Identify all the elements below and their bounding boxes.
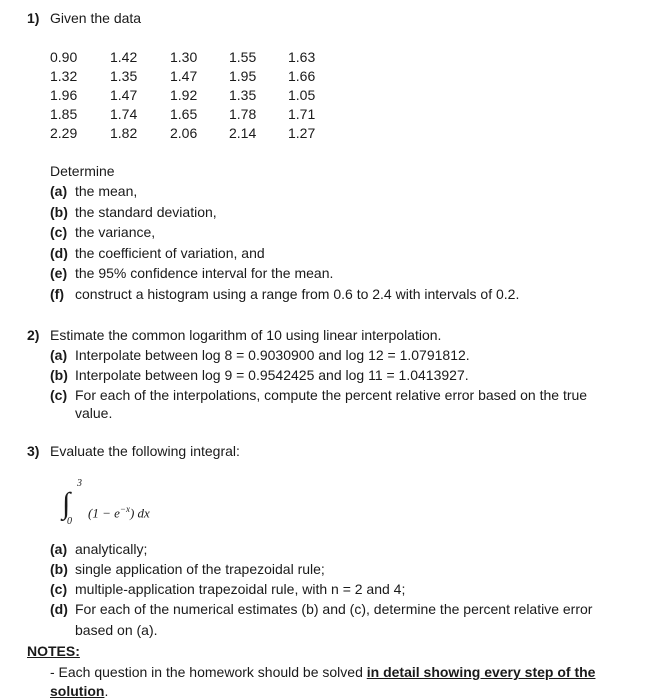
data-cell: 1.30 bbox=[170, 49, 198, 65]
item-label: (c) bbox=[50, 224, 68, 240]
item-text-continued: value. bbox=[75, 405, 113, 421]
data-cell: 1.27 bbox=[288, 125, 316, 141]
item-text: the 95% confidence interval for the mean. bbox=[75, 265, 334, 281]
q3-number: 3) bbox=[27, 443, 40, 459]
data-cell: 1.96 bbox=[50, 87, 78, 103]
data-row bbox=[50, 124, 350, 143]
item-label: (d) bbox=[50, 601, 68, 617]
item-label: (a) bbox=[50, 541, 68, 557]
notes-line bbox=[50, 663, 595, 681]
item-label: (e) bbox=[50, 265, 68, 281]
integrand-close: ) dx bbox=[129, 505, 150, 521]
data-cell: 1.82 bbox=[110, 125, 138, 141]
data-cell: 1.63 bbox=[288, 49, 316, 65]
item-text: Interpolate between log 9 = 0.9542425 and log 11 = 1.0413927. bbox=[75, 367, 469, 383]
item-text: analytically; bbox=[75, 541, 148, 557]
q3-title: Evaluate the following integral: bbox=[50, 443, 240, 459]
item-label: (c) bbox=[50, 581, 68, 597]
integrand bbox=[88, 500, 150, 522]
q1-title: Given the data bbox=[50, 10, 142, 26]
data-cell: 1.42 bbox=[110, 49, 138, 65]
data-cell: 1.47 bbox=[110, 87, 138, 103]
data-cell: 1.32 bbox=[50, 68, 78, 84]
q2-title: Estimate the common logarithm of 10 using linear interpolation. bbox=[50, 327, 442, 343]
item-label: (b) bbox=[50, 561, 68, 577]
data-cell: 1.65 bbox=[170, 106, 198, 122]
data-row bbox=[50, 67, 350, 86]
data-cell: 1.35 bbox=[229, 87, 257, 103]
item-label: (d) bbox=[50, 245, 68, 261]
data-cell: 1.74 bbox=[110, 106, 138, 122]
notes-text: - Each question in the homework should be solved bbox=[50, 664, 367, 680]
data-cell: 1.35 bbox=[110, 68, 138, 84]
item-label: (b) bbox=[50, 367, 68, 383]
item-text: For each of the numerical estimates (b) and (c), determine the percent relative error bbox=[75, 601, 593, 617]
notes-text: . bbox=[104, 683, 109, 699]
data-cell: 0.90 bbox=[50, 49, 78, 65]
data-cell: 1.71 bbox=[288, 106, 316, 122]
data-cell: 2.14 bbox=[229, 125, 257, 141]
item-label: (a) bbox=[50, 183, 68, 199]
data-cell: 2.29 bbox=[50, 125, 78, 141]
item-text: the variance, bbox=[75, 224, 156, 240]
data-row bbox=[50, 86, 350, 105]
notes-emphasis: in detail showing every step of the bbox=[366, 664, 596, 680]
integrand-exponent: −x bbox=[119, 504, 130, 514]
data-row bbox=[50, 48, 350, 67]
data-cell: 1.47 bbox=[170, 68, 198, 84]
data-cell: 2.06 bbox=[170, 125, 198, 141]
data-cell: 1.66 bbox=[288, 68, 316, 84]
item-text: Interpolate between log 8 = 0.9030900 and log 12 = 1.0791812. bbox=[75, 347, 470, 363]
integral-lower-limit: 0 bbox=[67, 516, 72, 527]
data-cell: 1.05 bbox=[288, 87, 316, 103]
q2-number: 2) bbox=[27, 327, 40, 343]
item-text: the standard deviation, bbox=[75, 204, 217, 220]
notes-emphasis: solution bbox=[50, 683, 105, 699]
q1-number: 1) bbox=[27, 10, 40, 26]
item-label: (c) bbox=[50, 387, 68, 403]
notes-heading: NOTES: bbox=[27, 643, 80, 659]
item-text: multiple-application trapezoidal rule, with n = 2 and 4; bbox=[75, 581, 406, 597]
item-text-continued: based on (a). bbox=[75, 622, 158, 638]
data-cell: 1.92 bbox=[170, 87, 198, 103]
item-text: the mean, bbox=[75, 183, 138, 199]
integral-sign: ∫ bbox=[62, 487, 71, 520]
notes-line-2 bbox=[50, 682, 108, 700]
item-text: the coefficient of variation, and bbox=[75, 245, 265, 261]
data-cell: 1.95 bbox=[229, 68, 257, 84]
item-label: (a) bbox=[50, 347, 68, 363]
data-cell: 1.78 bbox=[229, 106, 257, 122]
item-text: construct a histogram using a range from 0.6 to 2.4 with intervals of 0.2. bbox=[75, 286, 520, 302]
item-label: (b) bbox=[50, 204, 68, 220]
data-cell: 1.55 bbox=[229, 49, 257, 65]
data-cell: 1.85 bbox=[50, 106, 78, 122]
integral-upper-limit: 3 bbox=[77, 478, 82, 489]
data-row bbox=[50, 105, 350, 124]
integrand-base: (1 − e bbox=[88, 505, 120, 521]
item-text: single application of the trapezoidal rule; bbox=[75, 561, 325, 577]
item-text: For each of the interpolations, compute the percent relative error based on the true bbox=[75, 387, 588, 403]
item-label: (f) bbox=[50, 286, 64, 302]
q1-determine: Determine bbox=[50, 163, 115, 179]
